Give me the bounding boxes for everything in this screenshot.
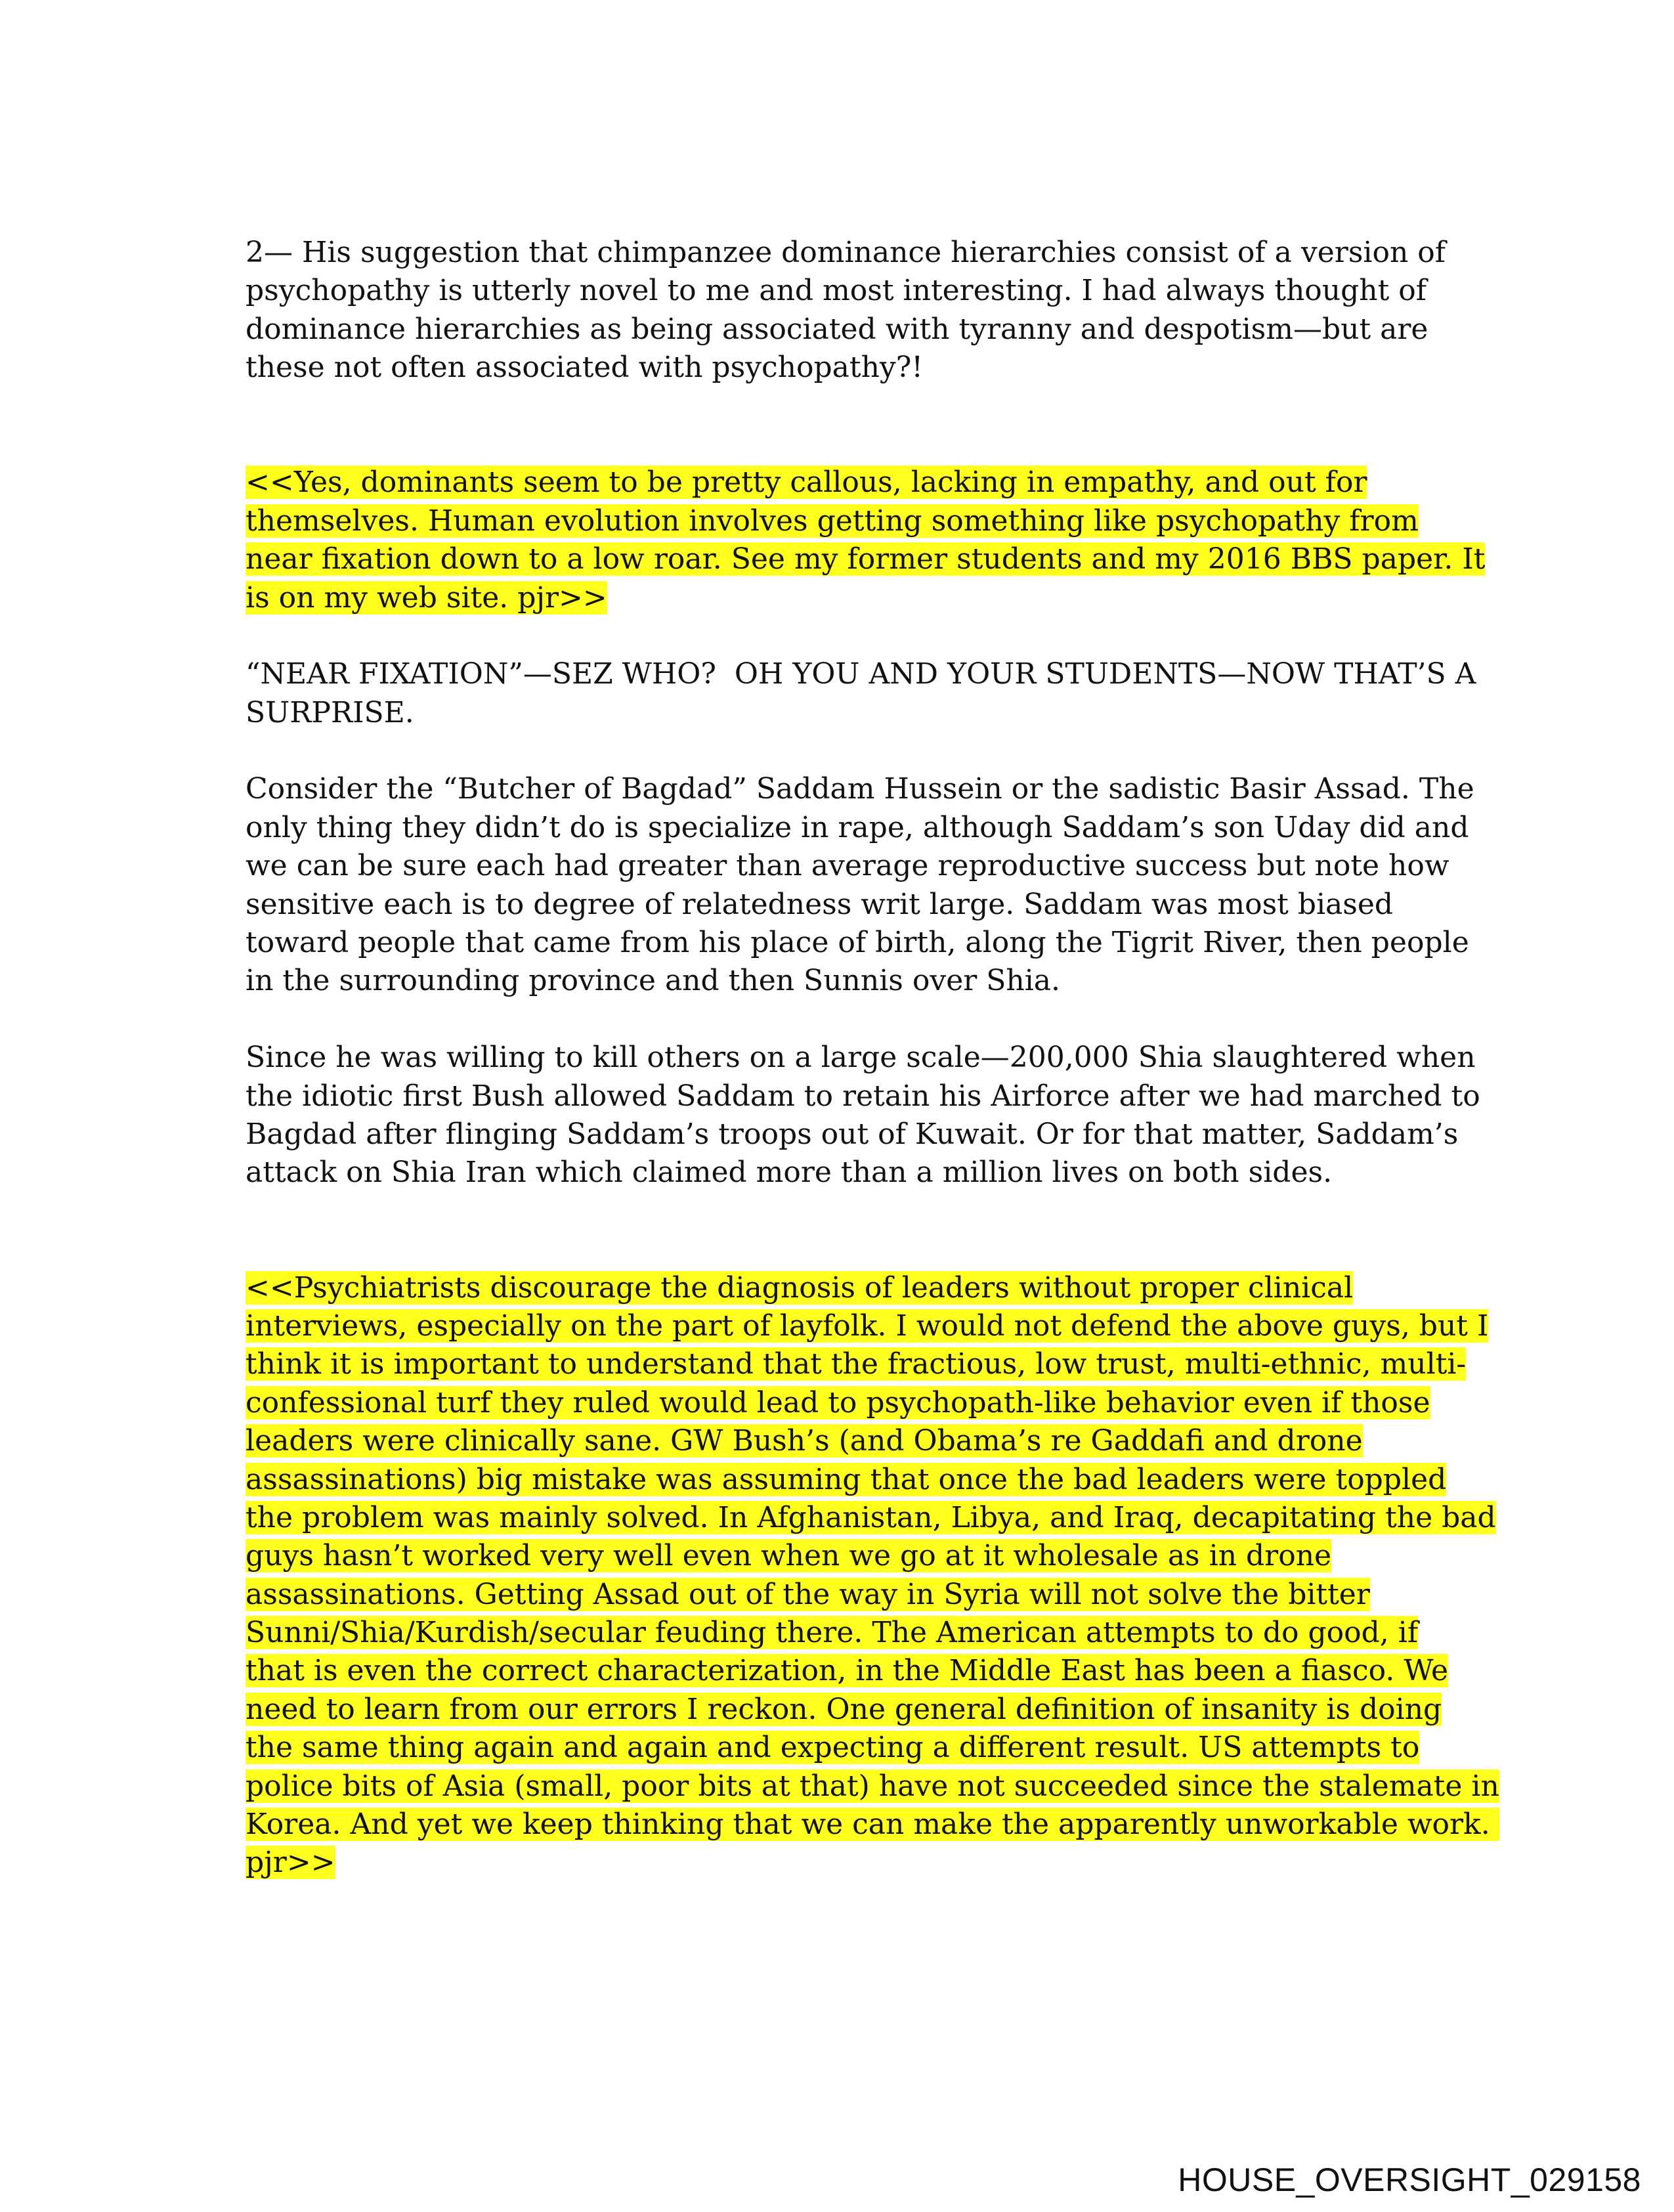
text-line: we can be sure each had greater than average reproductive success but note how: [246, 849, 1449, 883]
text-line: the idiotic first Bush allowed Saddam to retain his Airforce after we had marched to: [246, 1079, 1480, 1113]
text-line: only thing they didn’t do is specialize in rape, although Saddam’s son Uday did and: [246, 810, 1469, 844]
highlighted-line: assassinations) big mistake was assuming that once the bad leaders were toppled: [246, 1462, 1447, 1496]
highlighted-line: that is even the correct characterization, in the Middle East has been a fiasco. We: [246, 1654, 1449, 1688]
text-line: in the surrounding province and then Sunnis over Shia.: [246, 964, 1061, 998]
text-line: dominance hierarchies as being associated with tyranny and despotism—but are: [246, 312, 1428, 346]
highlighted-line: pjr>>: [246, 1846, 335, 1880]
highlighted-line: <<Yes, dominants seem to be pretty callous, lacking in empathy, and out for: [246, 466, 1367, 500]
highlighted-reply-1: [246, 464, 1486, 617]
text-line: Bagdad after flinging Saddam’s troops out of Kuwait. Or for that matter, Saddam’s: [246, 1117, 1459, 1151]
highlighted-line: assassinations. Getting Assad out of the way in Syria will not solve the bitter: [246, 1577, 1370, 1611]
document-body: [246, 234, 1499, 1882]
paragraph-saddam: [246, 770, 1474, 1000]
highlighted-line: is on my web site. pjr>>: [246, 580, 607, 615]
paragraph-question: [246, 234, 1447, 387]
text-line: sensitive each is to degree of relatedness writ large. Saddam was most biased: [246, 887, 1394, 921]
highlighted-line: leaders were clinically sane. GW Bush’s (and Obama’s re Gaddafi and drone: [246, 1424, 1363, 1458]
bates-number: HOUSE_OVERSIGHT_029158: [1178, 2161, 1641, 2198]
highlighted-line: interviews, especially on the part of layfolk. I would not defend the above guys, but I: [246, 1309, 1489, 1343]
highlighted-line: near fixation down to a low roar. See my former students and my 2016 BBS paper. It: [246, 542, 1486, 576]
highlighted-reply-2: [246, 1269, 1499, 1882]
paragraph-near-fixation: [246, 655, 1476, 732]
text-line: SURPRISE.: [246, 695, 414, 729]
highlighted-line: themselves. Human evolution involves getting something like psychopathy from: [246, 504, 1419, 538]
text-line: Since he was willing to kill others on a large scale—200,000 Shia slaughtered when: [246, 1041, 1476, 1075]
highlighted-line: Korea. And yet we keep thinking that we can make the apparently unworkable work.: [246, 1808, 1499, 1842]
highlighted-line: the same thing again and again and expecting a different result. US attempts to: [246, 1731, 1420, 1765]
highlighted-line: police bits of Asia (small, poor bits at that) have not succeeded since the stalemate in: [246, 1769, 1499, 1803]
highlighted-line: Sunni/Shia/Kurdish/secular feuding there. The American attempts to do good, if: [246, 1616, 1419, 1650]
highlighted-line: think it is important to understand that the fractious, low trust, multi-ethnic, multi-: [246, 1347, 1467, 1381]
highlighted-line: <<Psychiatrists discourage the diagnosis of leaders without proper clinical: [246, 1270, 1354, 1305]
text-line: “NEAR FIXATION”—SEZ WHO? OH YOU AND YOUR STUDENTS—NOW THAT’S A: [246, 657, 1476, 691]
text-line: Consider the “Butcher of Bagdad” Saddam Hussein or the sadistic Basir Assad. The: [246, 772, 1474, 806]
text-line: attack on Shia Iran which claimed more than a million lives on both sides.: [246, 1156, 1333, 1190]
highlighted-line: confessional turf they ruled would lead to psychopath-like behavior even if those: [246, 1385, 1430, 1420]
paragraph-kill-scale: [246, 1039, 1480, 1192]
text-line: toward people that came from his place of birth, along the Tigrit River, then people: [246, 926, 1469, 960]
text-line: these not often associated with psychopathy?!: [246, 351, 924, 385]
text-line: psychopathy is utterly novel to me and most interesting. I had always thought of: [246, 274, 1427, 308]
highlighted-line: need to learn from our errors I reckon. One general definition of insanity is doing: [246, 1692, 1442, 1726]
text-line: 2— His suggestion that chimpanzee dominance hierarchies consist of a version of: [246, 236, 1446, 269]
highlighted-line: guys hasn’t worked very well even when we go at it wholesale as in drone: [246, 1539, 1332, 1573]
highlighted-line: the problem was mainly solved. In Afghanistan, Libya, and Iraq, decapitating the bad: [246, 1500, 1496, 1534]
